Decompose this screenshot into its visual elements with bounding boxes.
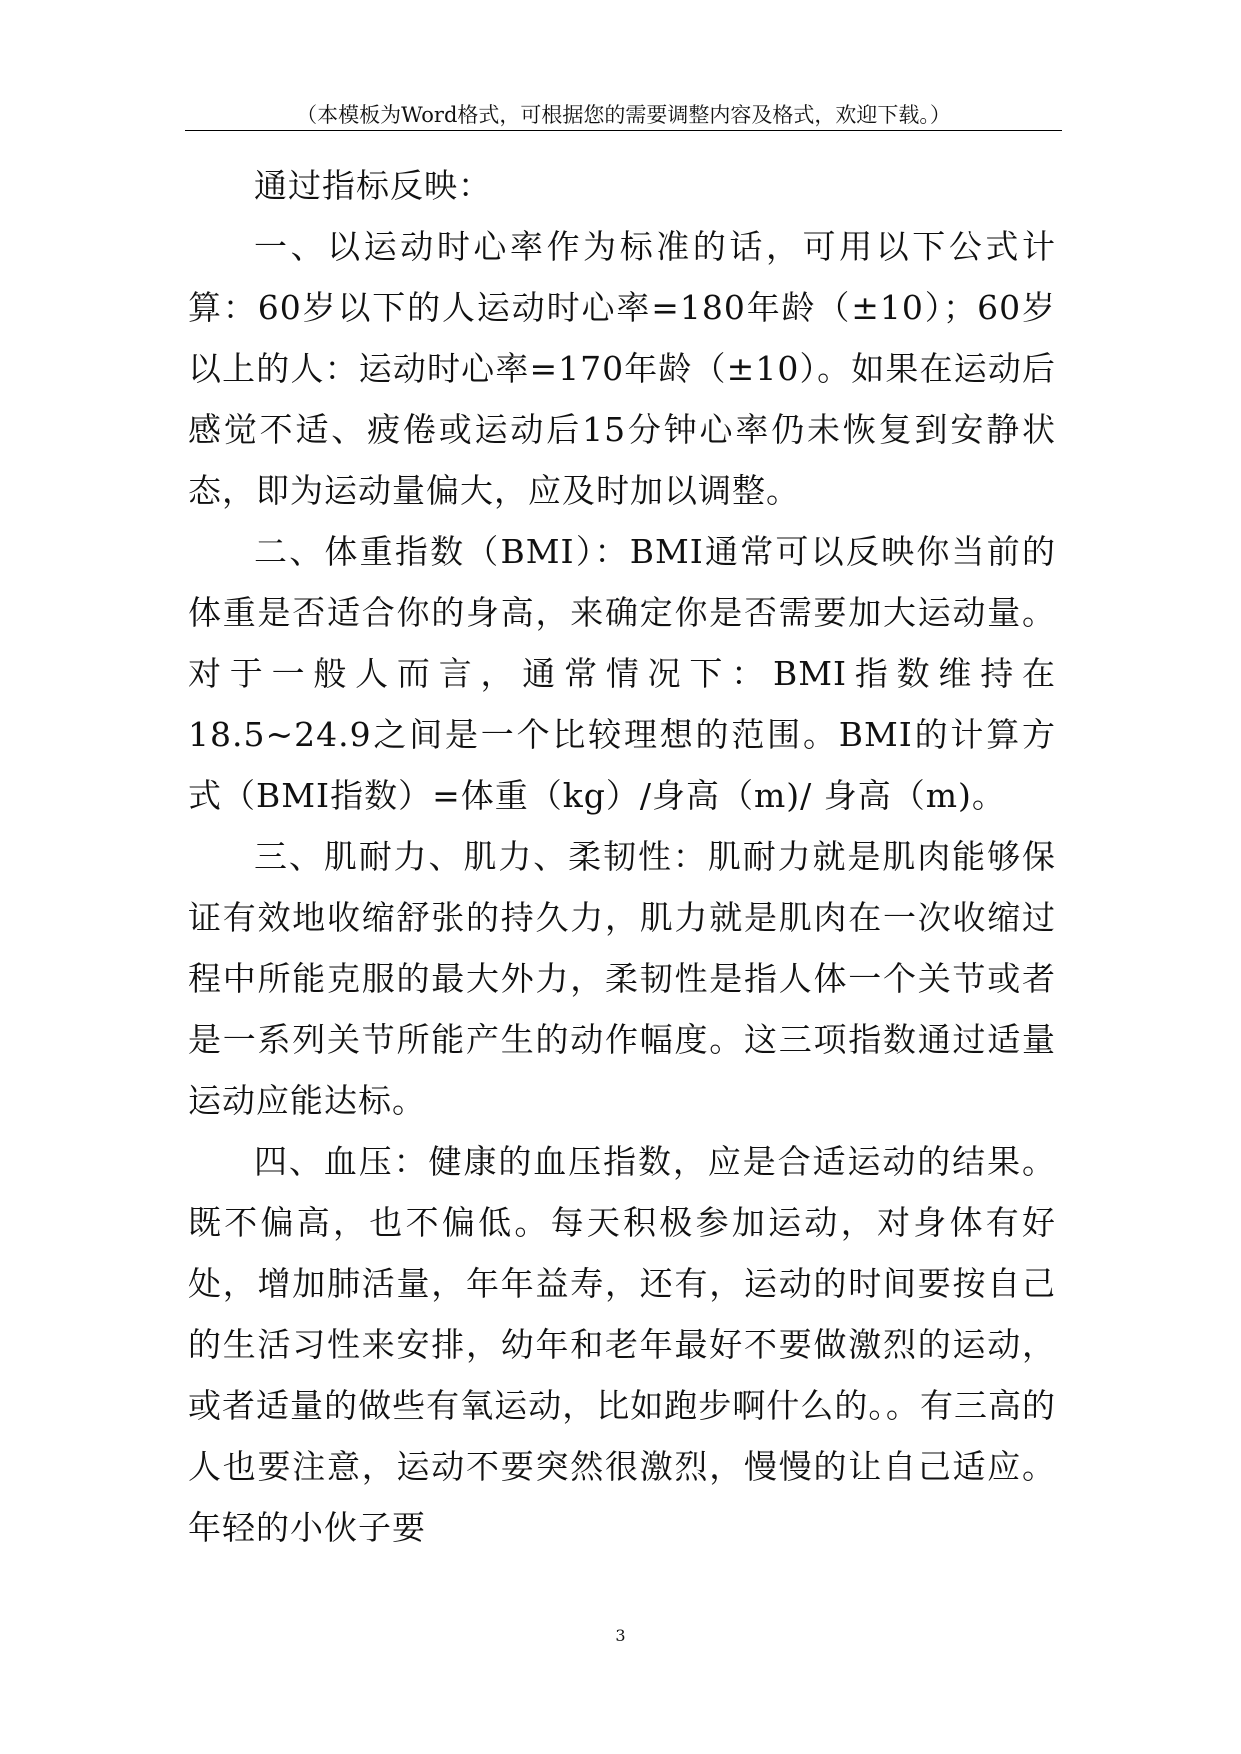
- header-divider: [185, 130, 1062, 131]
- paragraph-blood-pressure: 四、血压：健康的血压指数，应是合适运动的结果。既不偏高，也不偏低。每天积极参加运动，对身体有好处，增加肺活量，年年益寿，还有，运动的时间要按自己的生活习性来安排，幼年和老年最好不要做激烈的运动，或者适量的做些有氧运动，比如跑步啊什么的。。有三高的人也要注意，运动不要突然很激烈，慢慢的让自己适应。年轻的小伙子要: [188, 1142, 1056, 1547]
- document-body: [188, 155, 1056, 1558]
- paragraph-intro: 通过指标反映：: [254, 166, 492, 205]
- paragraph-muscle: 三、肌耐力、肌力、柔韧性：肌耐力就是肌肉能够保证有效地收缩舒张的持久力，肌力就是肌肉在一次收缩过程中所能克服的最大外力，柔韧性是指人体一个关节或者是一系列关节所能产生的动作幅度。这三项指数通过适量运动应能达标。: [188, 837, 1056, 1120]
- template-notice: （本模板为Word格式，可根据您的需要调整内容及格式，欢迎下载。）: [296, 103, 951, 127]
- paragraph-bmi: 二、体重指数（BMI）：BMI通常可以反映你当前的体重是否适合你的身高，来确定你是否需要加大运动量。对于一般人而言，通常情况下：BMI指数维持在18.5~24.9之间是一个比较理想的范围。BMI的计算方式（BMI指数）=体重（kg）/身高（m)/ 身高（m)。: [188, 532, 1056, 815]
- paragraph-heart-rate: 一、以运动时心率作为标准的话，可用以下公式计算：60岁以下的人运动时心率=180年龄（±10）；60岁以上的人：运动时心率=170年龄（±10）。如果在运动后感觉不适、疲倦或运动后15分钟心率仍未恢复到安静状态，即为运动量偏大，应及时加以调整。: [188, 227, 1056, 510]
- page-number: 3: [615, 1626, 626, 1645]
